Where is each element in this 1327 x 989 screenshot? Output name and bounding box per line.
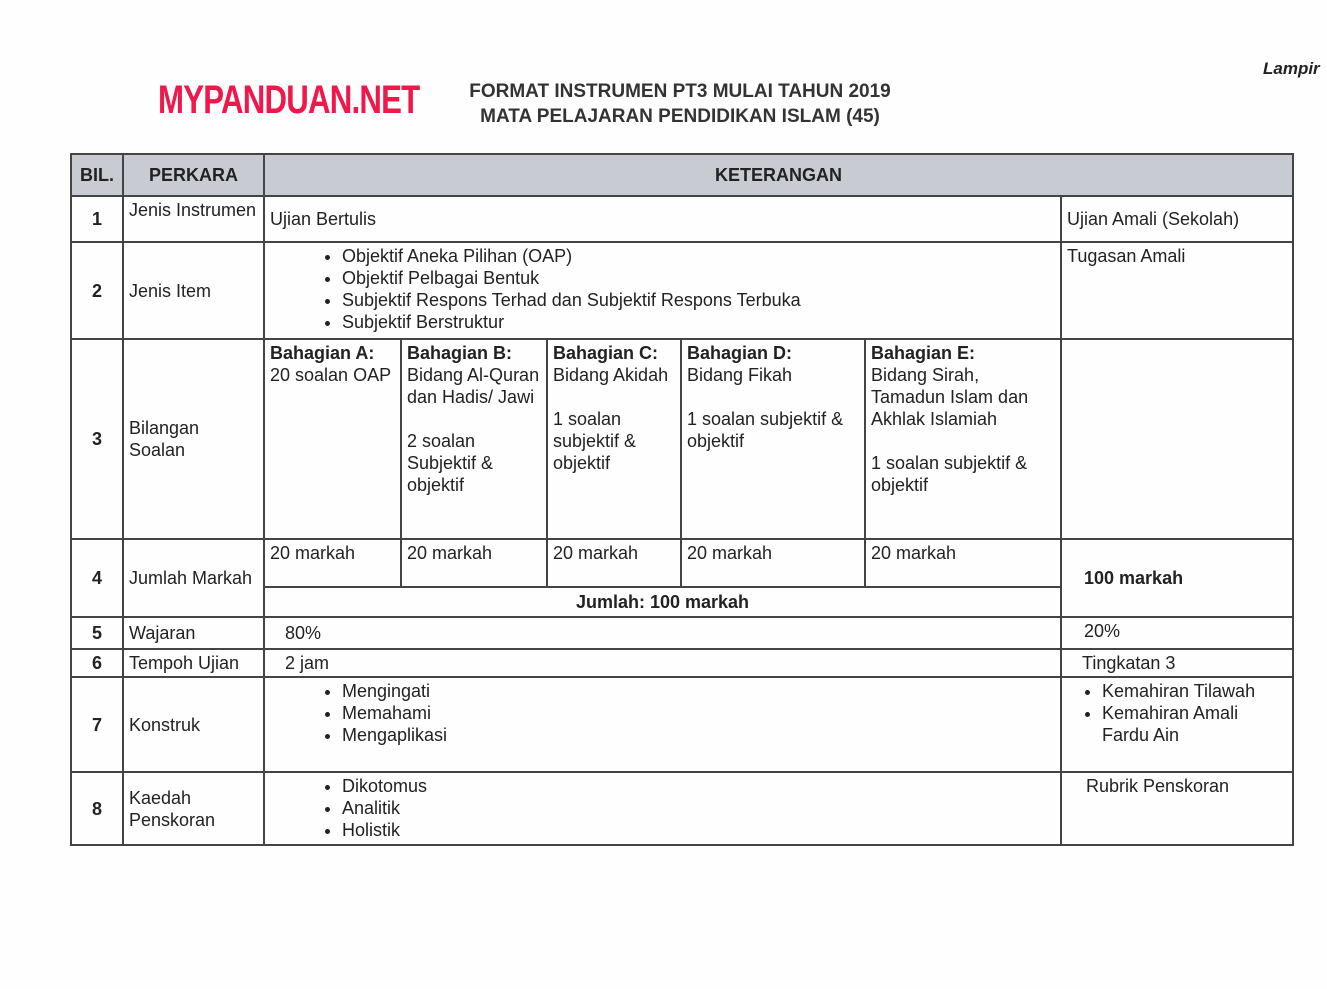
- row-right: [1061, 339, 1293, 539]
- section-title: Bahagian A:: [270, 343, 375, 363]
- list-item: • Memahami: [342, 702, 1055, 724]
- item-list: [270, 775, 1055, 841]
- section-b: [401, 339, 547, 539]
- row-main: 2 jam: [264, 649, 1061, 677]
- table-row: [71, 339, 1293, 539]
- row-number: 2: [71, 242, 123, 339]
- row-perkara: Jenis Item: [123, 242, 264, 339]
- row-main: [264, 677, 1061, 772]
- title-line-1: FORMAT INSTRUMEN PT3 MULAI TAHUN 2019: [469, 81, 891, 102]
- marks-d: 20 markah: [681, 539, 865, 587]
- list-item: • Mengingati: [342, 680, 1055, 702]
- section-text: Bidang Akidah: [553, 365, 669, 385]
- row-right: Tugasan Amali: [1061, 242, 1293, 339]
- section-title: Bahagian E:: [871, 343, 976, 363]
- format-table: [70, 153, 1294, 846]
- row-perkara: Konstruk: [123, 677, 264, 772]
- list-item: • Holistik: [342, 819, 1055, 841]
- lampiran-label: Lampir: [1263, 59, 1320, 78]
- section-extra: 1 soalan subjektif & objektif: [871, 453, 1028, 495]
- title-line-2: MATA PELAJARAN PENDIDIKAN ISLAM (45): [480, 106, 880, 127]
- row-right: Ujian Amali (Sekolah): [1061, 196, 1293, 242]
- row-number: 6: [71, 649, 123, 677]
- section-title: Bahagian B:: [407, 343, 513, 363]
- row-number: 7: [71, 677, 123, 772]
- section-a: [264, 339, 401, 539]
- row-perkara: Tempoh Ujian: [123, 649, 264, 677]
- header-row: [71, 154, 1293, 196]
- marks-b: 20 markah: [401, 539, 547, 587]
- item-list: [270, 680, 1055, 746]
- row-perkara: Wajaran: [123, 617, 264, 649]
- marks-a: 20 markah: [264, 539, 401, 587]
- section-text: Bidang Al-Quran dan Hadis/ Jawi: [407, 365, 540, 407]
- table-row: [71, 677, 1293, 772]
- header-bil: BIL.: [71, 154, 123, 196]
- item-list: [1067, 680, 1287, 746]
- row-main: Ujian Bertulis: [264, 196, 1061, 242]
- section-text: Bidang Sirah, Tamadun Islam dan Akhlak Islamiah: [871, 365, 1029, 429]
- site-logo: MYPANDUAN.NET: [158, 78, 420, 122]
- section-title: Bahagian C:: [553, 343, 659, 363]
- row-right: [1061, 677, 1293, 772]
- row-number: 5: [71, 617, 123, 649]
- section-text: Bidang Fikah: [687, 365, 793, 385]
- section-extra: 2 soalan Subjektif & objektif: [407, 431, 494, 495]
- list-item: • Dikotomus: [342, 775, 1055, 797]
- section-text: 20 soalan OAP: [270, 365, 392, 385]
- row-right: Rubrik Penskoran: [1061, 772, 1293, 845]
- row-perkara: Jumlah Markah: [123, 539, 264, 617]
- table-row: [71, 539, 1293, 587]
- list-item: • Mengaplikasi: [342, 724, 1055, 746]
- section-title: Bahagian D:: [687, 343, 793, 363]
- row-perkara: Kaedah Penskoran: [123, 772, 264, 845]
- list-item: • Subjektif Berstruktur: [342, 311, 1055, 333]
- row-main: [264, 242, 1061, 339]
- list-item: • Objektif Aneka Pilihan (OAP): [342, 245, 1055, 267]
- list-item: • Subjektif Respons Terhad dan Subjektif Respons Terbuka: [342, 289, 1055, 311]
- list-item: • Kemahiran Tilawah: [1102, 680, 1287, 702]
- item-list: [270, 245, 1055, 333]
- marks-e: 20 markah: [865, 539, 1061, 587]
- marks-c: 20 markah: [547, 539, 681, 587]
- row-perkara: Bilangan Soalan: [123, 339, 264, 539]
- section-extra: 1 soalan subjektif & objektif: [553, 409, 637, 473]
- total-marks: Jumlah: 100 markah: [264, 587, 1061, 617]
- list-item: • Objektif Pelbagai Bentuk: [342, 267, 1055, 289]
- section-e: [865, 339, 1061, 539]
- header-keterangan: KETERANGAN: [264, 154, 1293, 196]
- document-title: [430, 79, 930, 129]
- header-perkara: PERKARA: [123, 154, 264, 196]
- section-d: [681, 339, 865, 539]
- section-c: [547, 339, 681, 539]
- row-number: 4: [71, 539, 123, 617]
- table-row: [71, 772, 1293, 845]
- table-row: [71, 649, 1293, 677]
- row-right: 100 markah: [1061, 539, 1293, 617]
- row-main: 80%: [264, 617, 1061, 649]
- list-item: • Analitik: [342, 797, 1055, 819]
- list-item: • Kemahiran Amali Fardu Ain: [1102, 702, 1287, 746]
- row-right: Tingkatan 3: [1061, 649, 1293, 677]
- row-number: 8: [71, 772, 123, 845]
- row-number: 1: [71, 196, 123, 242]
- row-right: 20%: [1061, 617, 1293, 649]
- table-row: [71, 196, 1293, 242]
- table-row: [71, 617, 1293, 649]
- row-perkara: Jenis Instrumen: [123, 196, 264, 242]
- row-number: 3: [71, 339, 123, 539]
- row-main: [264, 772, 1061, 845]
- section-extra: 1 soalan subjektif & objektif: [687, 409, 844, 451]
- table-row: [71, 242, 1293, 339]
